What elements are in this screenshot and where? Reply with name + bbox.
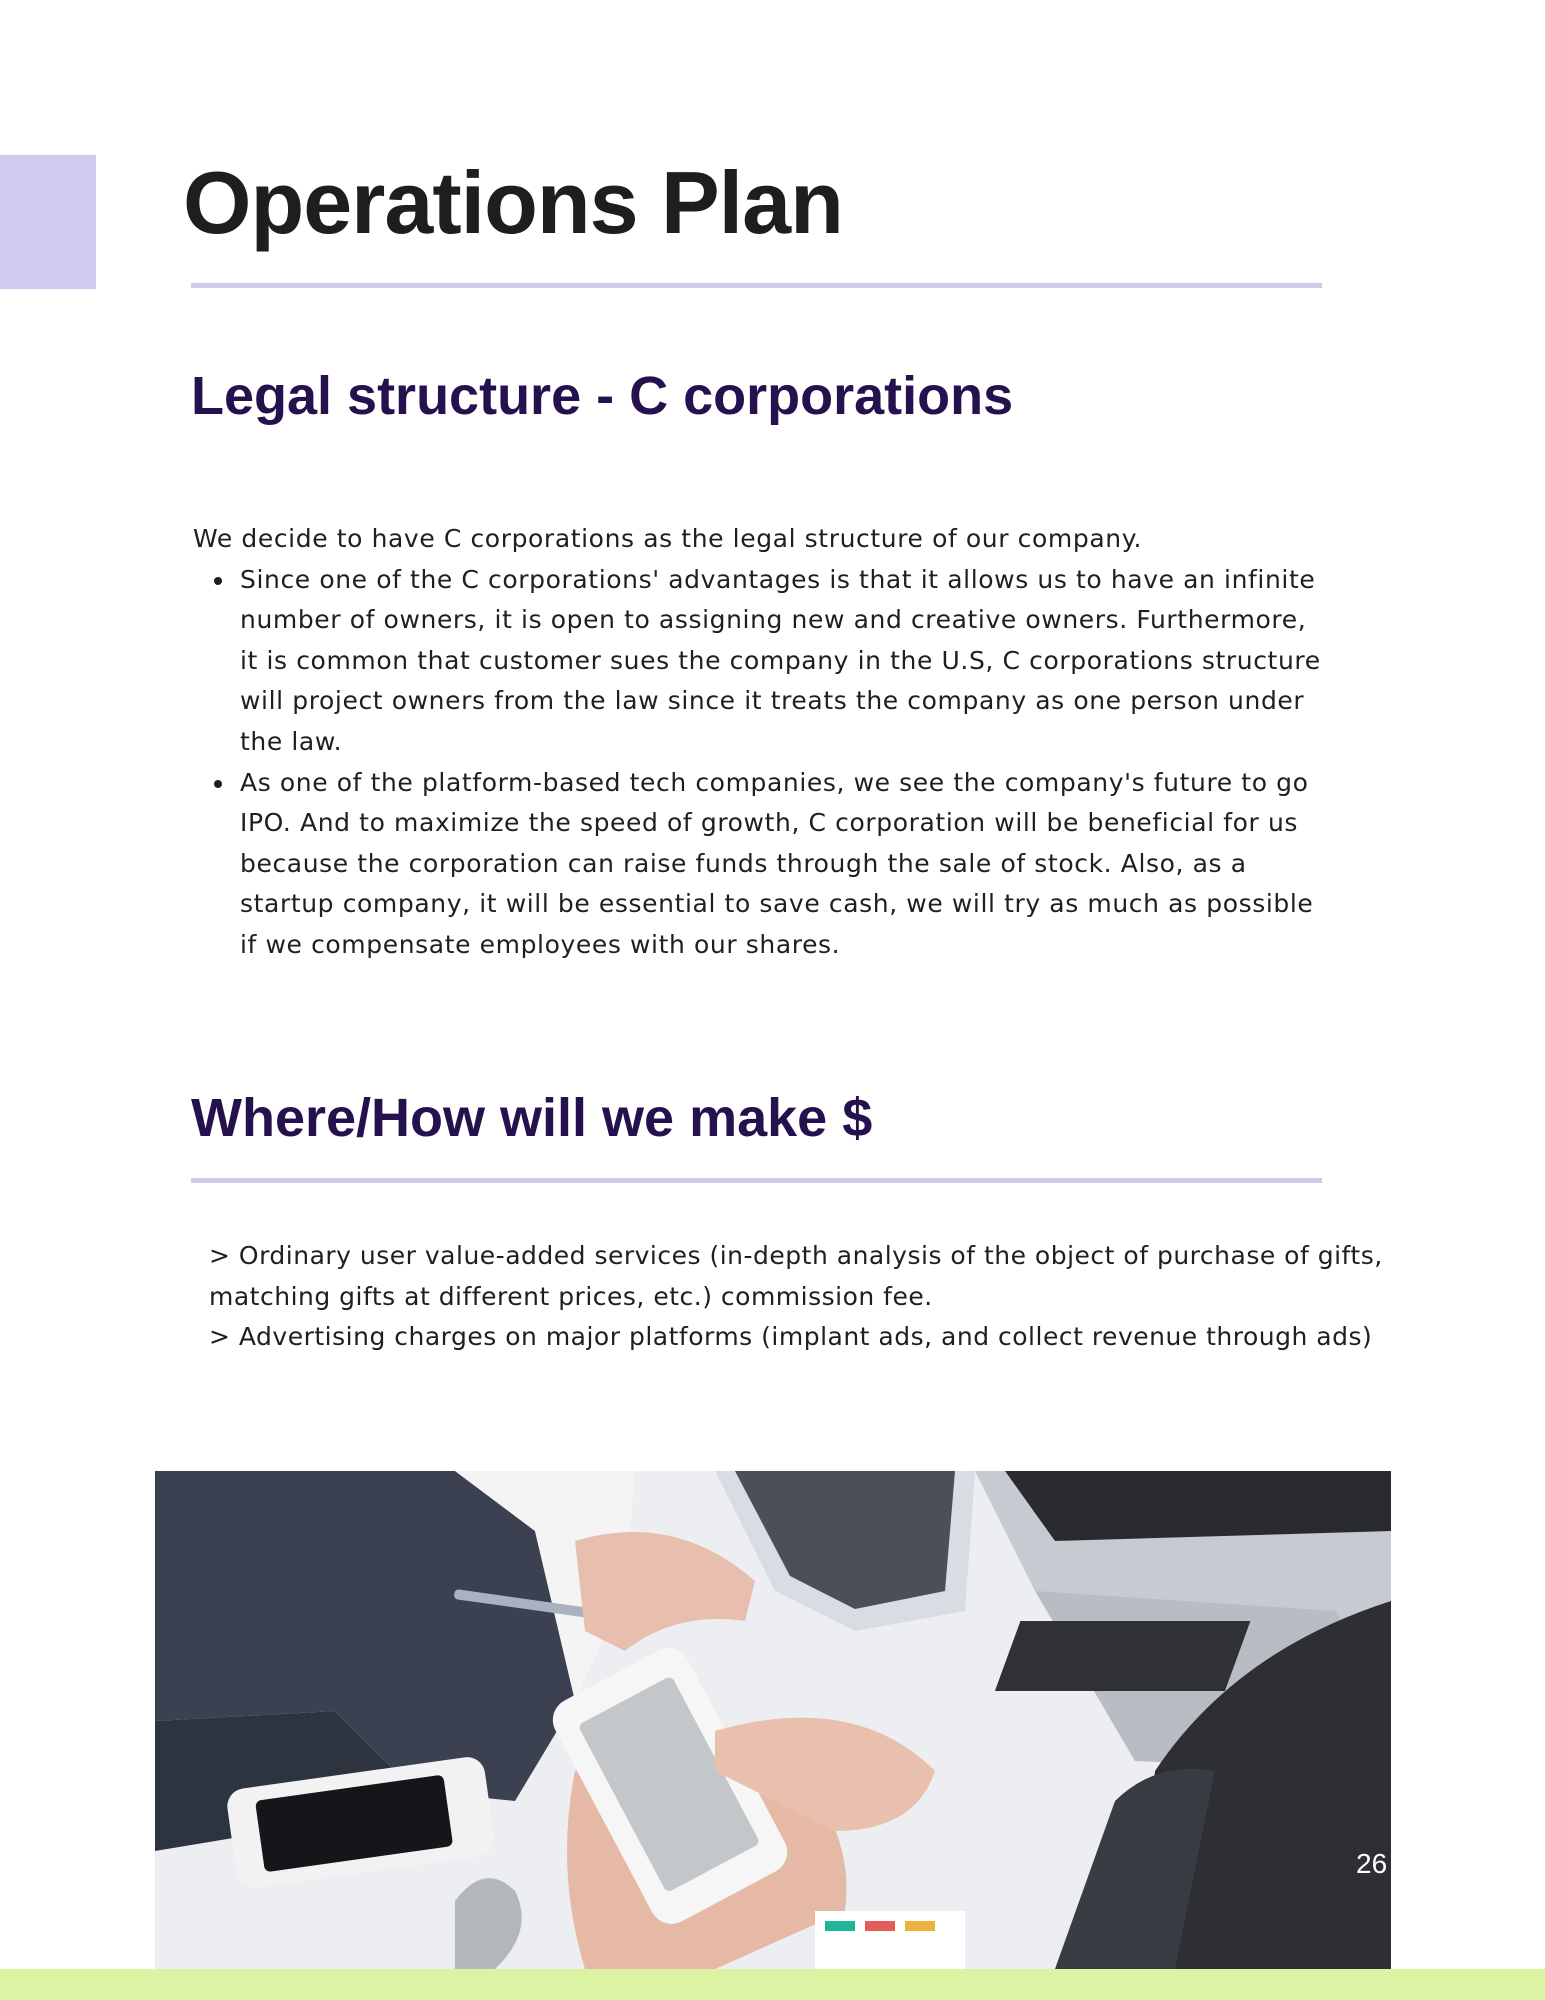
footer-band (0, 1969, 1545, 2000)
title-divider (191, 283, 1322, 288)
revenue-divider (191, 1178, 1322, 1183)
legal-structure-heading: Legal structure - C corporations (191, 366, 1014, 426)
list-item: • As one of the platform-based tech companies, we see the company's future to go IPO. And to maximize the speed of growth, C corporation will be beneficial for us because the corporation can raise funds through the sale of stock. Also, as a startup company, it will be essential to save cash, we will try as much as possible if we compensate employees with our shares. (236, 763, 1323, 966)
legal-intro: We decide to have C corporations as the legal structure of our company. (193, 524, 1143, 553)
revenue-heading: Where/How will we make $ (191, 1088, 873, 1148)
accent-block (0, 155, 96, 289)
legal-structure-body (193, 519, 1323, 966)
revenue-body (209, 1236, 1409, 1358)
list-item: • Since one of the C corporations' advantages is that it allows us to have an infinite number of owners, it is open to assigning new and creative owners. Furthermore, it is common that customer sues the company in the U.S, C corporations structure will project owners from the law since it treats the company as one person under the law. (236, 560, 1323, 763)
page-title: Operations Plan (183, 153, 843, 252)
legal-bullet-list (193, 560, 1323, 966)
revenue-line: > Ordinary user value-added services (in-depth analysis of the object of purchase of gifts, matching gifts at different prices, etc.) commission fee. (209, 1241, 1383, 1311)
page-number: 26 (1356, 1848, 1388, 1879)
revenue-line: > Advertising charges on major platforms (implant ads, and collect revenue through ads) (209, 1322, 1373, 1352)
business-meeting-photo (155, 1471, 1391, 1969)
